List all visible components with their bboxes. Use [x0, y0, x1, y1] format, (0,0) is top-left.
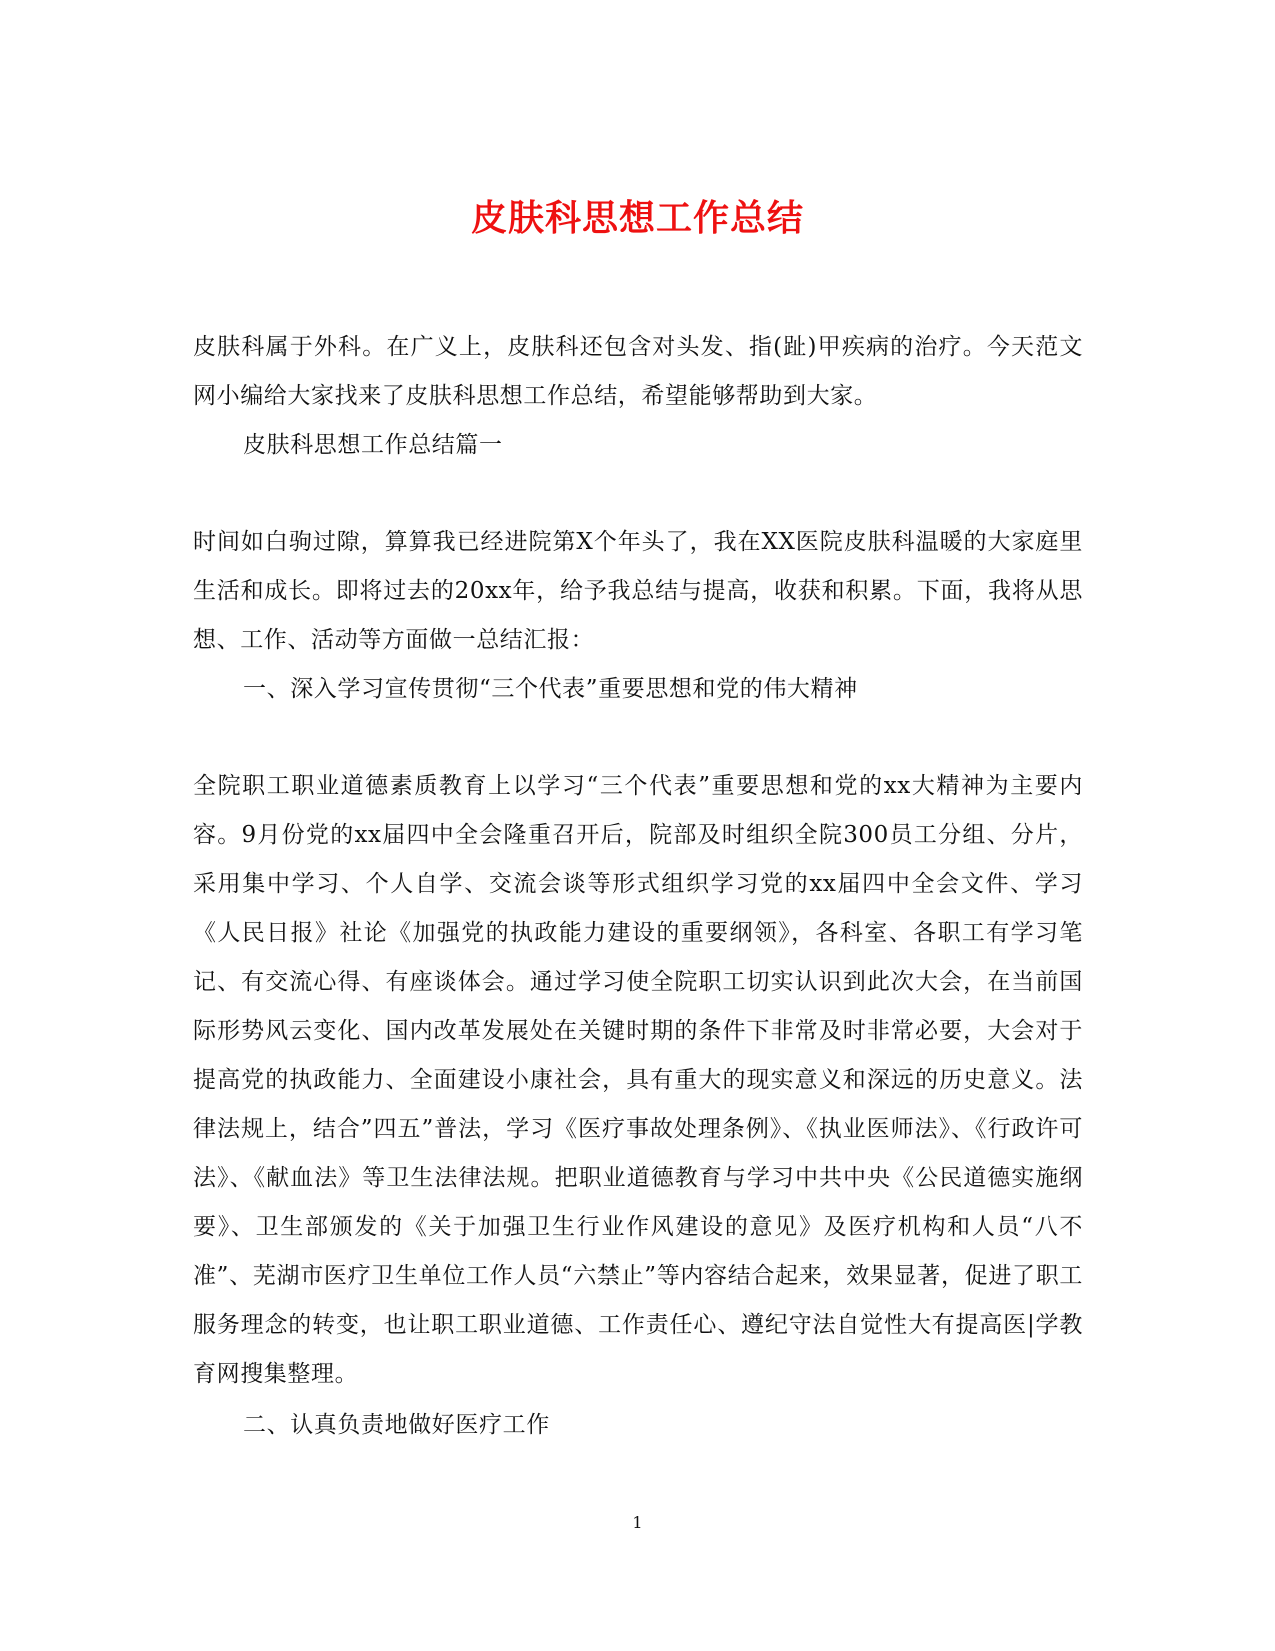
document-title: 皮肤科思想工作总结	[470, 197, 804, 240]
section-1-heading: 一、深入学习宣传贯彻“三个代表”重要思想和党的伟大精神	[243, 676, 858, 702]
intro-paragraph: 皮肤科属于外科。在广义上，皮肤科还包含对头发、指(趾)甲疾病的治疗。今天范文网小编给大家找来了皮肤科思想工作总结，希望能够帮助到大家。	[193, 334, 1083, 409]
body-paragraph-1: 时间如白驹过隙，算算我已经进院第X个年头了，我在XX医院皮肤科温暖的大家庭里生活和成长。即将过去的20xx年，给予我总结与提高，收获和积累。下面，我将从思想、工作、活动等方面做一总结汇报：	[193, 529, 1083, 653]
page-number: 1	[632, 1513, 643, 1532]
body-paragraph-2: 全院职工职业道德素质教育上以学习“三个代表”重要思想和党的xx大精神为主要内容。9月份党的xx届四中全会隆重召开后，院部及时组织全院300员工分组、分片，采用集中学习、个人自学、交流会谈等形式组织学习党的xx届四中全会文件、学习《人民日报》社论《加强党的执政能力建设的重要纲领》，各科室、各职工有学习笔记、有交流心得、有座谈体会。通过学习使全院职工切实认识到此次大会，在当前国际形势风云变化、国内改革发展处在关键时期的条件下非常及时非常必要，大会对于提高党的执政能力、全面建设小康社会，具有重大的现实意义和深远的历史意义。法律法规上，结合”四五”普法，学习《医疗事故处理条例》、《执业医师法》、《行政许可法》、《献血法》等卫生法律法规。把职业道德教育与学习中共中央《公民道德实施纲要》、卫生部颁发的《关于加强卫生行业作风建设的意见》及医疗机构和人员“八不准”、芜湖市医疗卫生单位工作人员“六禁止”等内容结合起来，效果显著，促进了职工服务理念的转变，也让职工职业道德、工作责任心、遵纪守法自觉性大有提高医|学教育网搜集整理。	[193, 773, 1083, 1387]
section-2-heading: 二、认真负责地做好医疗工作	[243, 1412, 550, 1438]
subtitle: 皮肤科思想工作总结篇一	[243, 432, 503, 458]
